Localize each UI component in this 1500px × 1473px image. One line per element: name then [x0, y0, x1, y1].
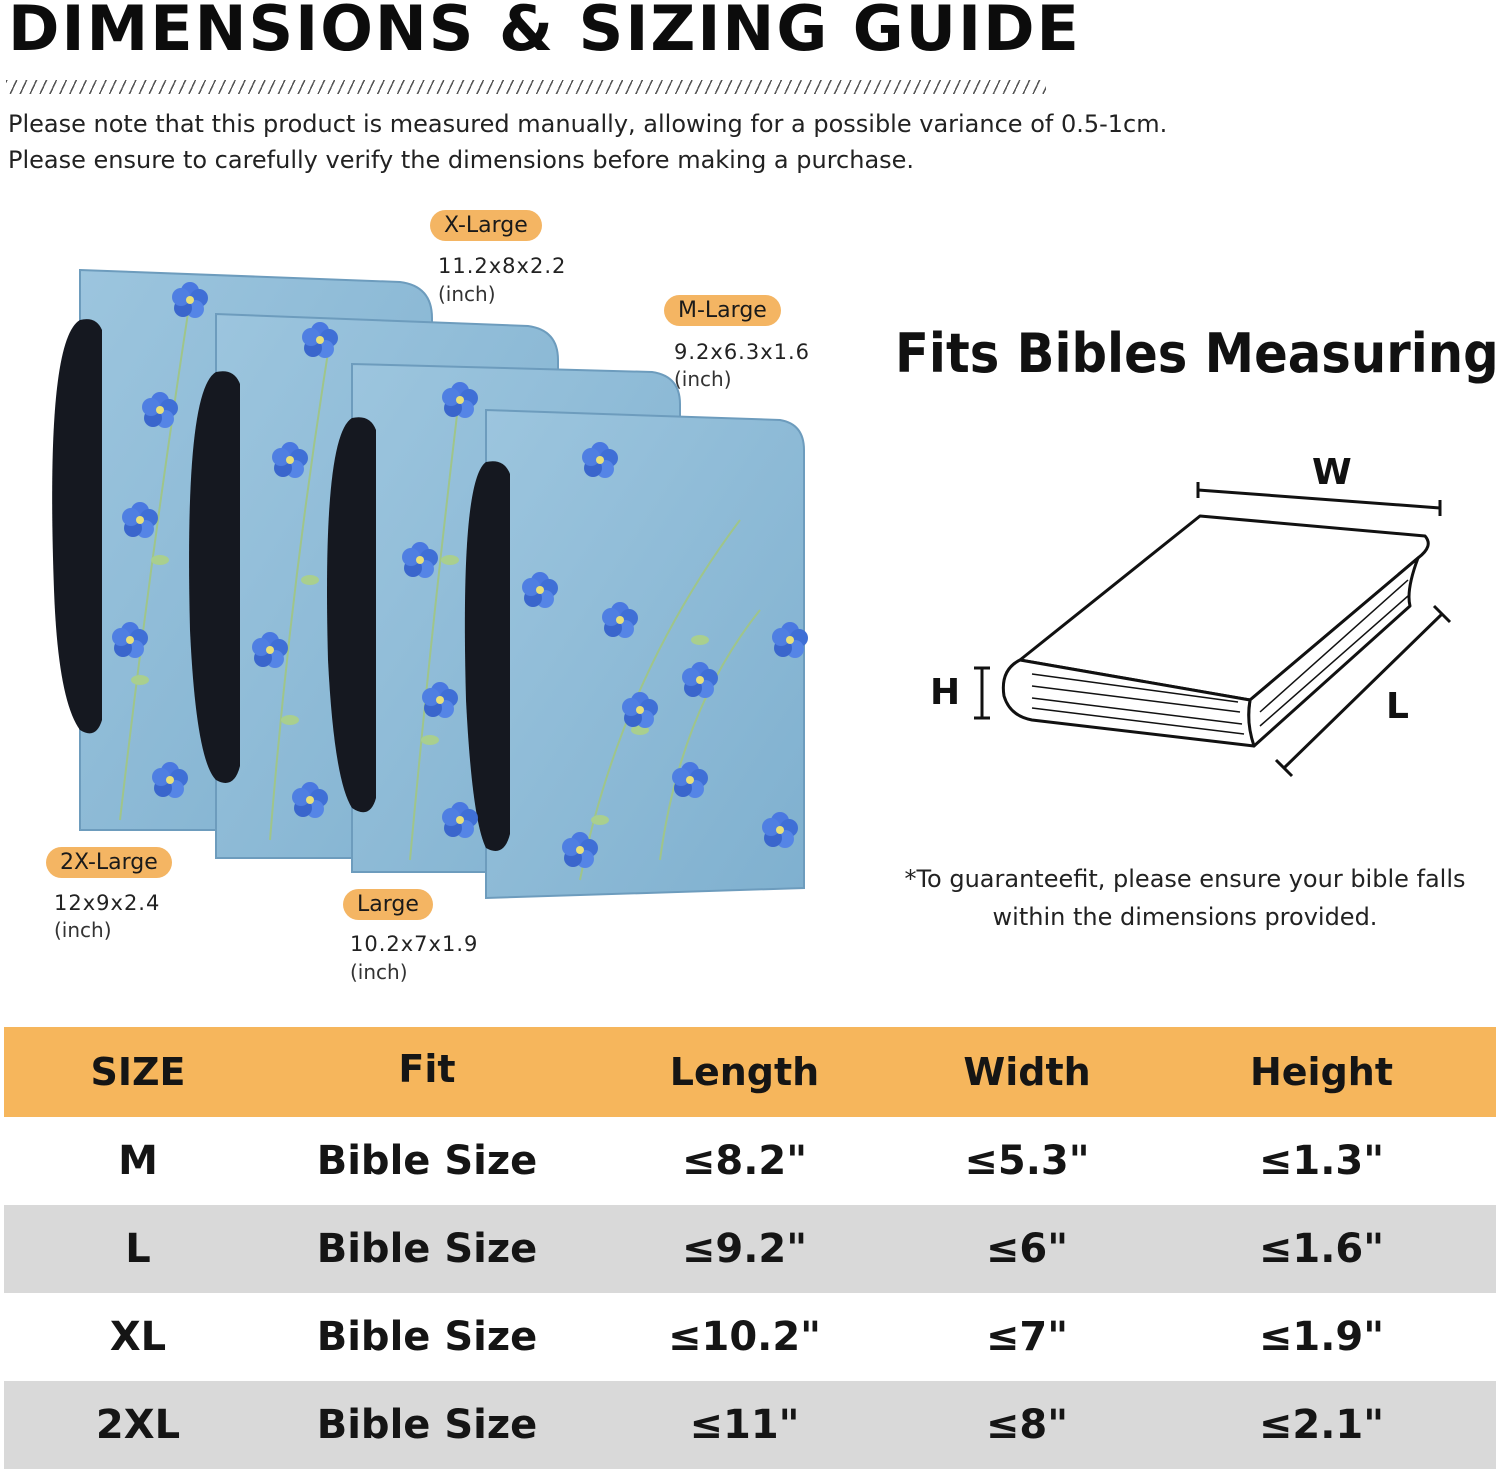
width-label: W [1312, 452, 1352, 493]
cell-fit: Bible Size [316, 1226, 538, 1272]
cell-length: ≤11" [689, 1402, 800, 1448]
cell-length: ≤8.2" [681, 1138, 808, 1184]
cell-size: M [118, 1138, 158, 1184]
cell-width: ≤6" [985, 1226, 1069, 1272]
badge-2x-large: 2X-Large [46, 847, 172, 878]
guarantee-line-1: *To guaranteefit, please ensure your bible falls [904, 865, 1466, 893]
badge-large: Large [343, 889, 433, 920]
table-row [4, 1117, 1496, 1205]
measure-note-line-2: Please ensure to carefully verify the dimensions before making a purchase. [8, 146, 915, 174]
length-label: L [1386, 686, 1409, 727]
guarantee-line-2: within the dimensions provided. [992, 903, 1378, 931]
badge-m-large: M-Large [664, 295, 781, 326]
cell-fit: Bible Size [316, 1138, 538, 1184]
cell-height: ≤2.1" [1258, 1402, 1385, 1448]
header-length: Length [669, 1050, 820, 1094]
cell-fit: Bible Size [316, 1314, 538, 1360]
cell-height: ≤1.6" [1258, 1226, 1385, 1272]
cell-height: ≤1.9" [1258, 1314, 1385, 1360]
cell-height: ≤1.3" [1258, 1138, 1385, 1184]
cell-length: ≤10.2" [667, 1314, 822, 1360]
book-dimension-diagram [920, 450, 1460, 790]
height-label: H [930, 672, 961, 713]
dims-x-large: 11.2x8x2.2 [438, 254, 567, 278]
table-row [4, 1205, 1496, 1293]
measure-note-line-1: Please note that this product is measured manually, allowing for a possible variance of 0.5-1cm. [8, 110, 1168, 138]
cell-size: XL [109, 1314, 167, 1360]
size-table [4, 1027, 1496, 1469]
unit-x-large: (inch) [438, 282, 496, 306]
cell-size: L [125, 1226, 151, 1272]
cell-fit: Bible Size [316, 1402, 538, 1448]
badge-x-large: X-Large [430, 210, 542, 241]
dims-m-large: 9.2x6.3x1.6 [674, 340, 811, 364]
cell-width: ≤5.3" [964, 1138, 1090, 1184]
header-size: SIZE [90, 1050, 186, 1094]
dims-2x-large: 12x9x2.4 [54, 891, 161, 915]
cover-m [465, 410, 804, 898]
cell-size: 2XL [95, 1402, 181, 1448]
header-height: Height [1249, 1050, 1394, 1094]
table-row [4, 1293, 1496, 1381]
dims-large: 10.2x7x1.9 [350, 932, 479, 956]
cell-width: ≤7" [985, 1314, 1069, 1360]
header-fit: Fit [398, 1047, 456, 1091]
unit-m-large: (inch) [674, 367, 732, 391]
hatch-divider [6, 80, 1046, 94]
table-row [4, 1381, 1496, 1469]
guarantee-note [880, 860, 1490, 936]
cell-width: ≤8" [985, 1402, 1069, 1448]
header-width: Width [963, 1050, 1091, 1094]
unit-2x-large: (inch) [54, 918, 112, 942]
fits-title: Fits Bibles Measuring [895, 322, 1499, 385]
cell-length: ≤9.2" [681, 1226, 808, 1272]
page-title: DIMENSIONS & SIZING GUIDE [8, 0, 1081, 65]
table-header-row [4, 1027, 1496, 1117]
unit-large: (inch) [350, 960, 408, 984]
